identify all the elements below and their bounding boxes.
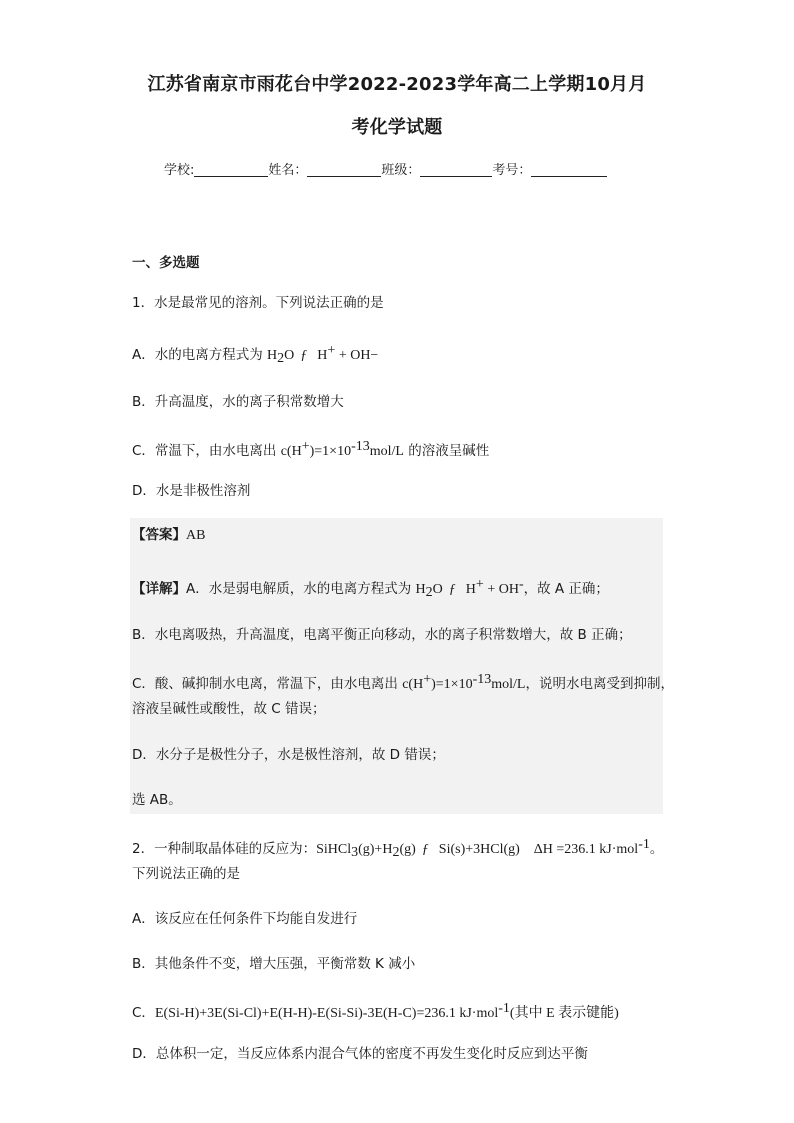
equilibrium-arrow-icon: ƒ [448,582,456,597]
school-label: 学校: [164,163,195,178]
q2-option-b: B．其他条件不变，增大压强，平衡常数 K 减小 [132,956,416,972]
q1-detail-c-line-2: 溶液呈碱性或酸性，故 C 错误； [132,701,326,717]
q1-detail-a: 【详解】A．水是弱电解质，水的电离方程式为 H2O ƒ H+ + OH-，故 A 正确； [132,577,609,600]
name-label: 姓名： [268,163,308,178]
class-label: 班级： [381,163,421,178]
section-heading: 一、多选题 [132,255,200,271]
q1-option-b: B．升高温度，水的离子积常数增大 [132,394,344,410]
number-label: 考号： [492,163,532,178]
q1-option-d: D．水是非极性溶剂 [132,483,251,499]
q2-option-d: D．总体积一定，当反应体系内混合气体的密度不再发生变化时反应到达平衡 [132,1046,588,1062]
name-blank[interactable] [307,162,381,177]
page-title-line-2: 考化学试题 [351,117,443,138]
school-blank[interactable] [194,162,268,177]
q1-detail-b: B．水电离吸热，升高温度，电离平衡正向移动，水的离子积常数增大，故 B 正确； [132,627,632,643]
q1-option-c: C．常温下，由水电离出 c(H+)=1×10-13mol/L 的溶液呈碱性 [132,439,490,459]
q1-conclusion: 选 AB。 [132,792,182,808]
number-blank[interactable] [531,162,607,177]
equilibrium-arrow-icon: ƒ [421,842,429,857]
page-title-line-1: 江苏省南京市雨花台中学2022-2023学年高二上学期10月月 [147,74,647,95]
answer-box [130,518,663,814]
q1-stem: 1．水是最常见的溶剂。下列说法正确的是 [132,295,384,311]
q2-stem: 2．一种制取晶体硅的反应为：SiHCl3(g)+H2(g) ƒ Si(s)+3HCl(g) ΔH =236.1 kJ·mol-1。 [132,837,664,860]
q1-option-a: A．水的电离方程式为 H2O ƒ H+ + OH− [132,343,379,366]
q2-option-c: C．E(Si-H)+3E(Si-Cl)+E(H-H)-E(Si-Si)-3E(H-C)=236.1 kJ·mol-1(其中 E 表示键能) [132,1001,619,1021]
q1-detail-d: D．水分子是极性分子，水是极性溶剂，故 D 错误； [132,747,445,763]
student-info-line [164,159,607,178]
q2-option-a: A．该反应在任何条件下均能自发进行 [132,911,358,927]
q1-answer: 【答案】AB [132,527,206,543]
equilibrium-arrow-icon: ƒ [300,348,308,363]
class-blank[interactable] [420,162,492,177]
q2-stem-line-2: 下列说法正确的是 [132,866,240,882]
q1-detail-c-line-1: C．酸、碱抑制水电离，常温下，由水电离出 c(H+)=1×10-13mol/L，说明水电离受到抑制， [132,672,674,692]
